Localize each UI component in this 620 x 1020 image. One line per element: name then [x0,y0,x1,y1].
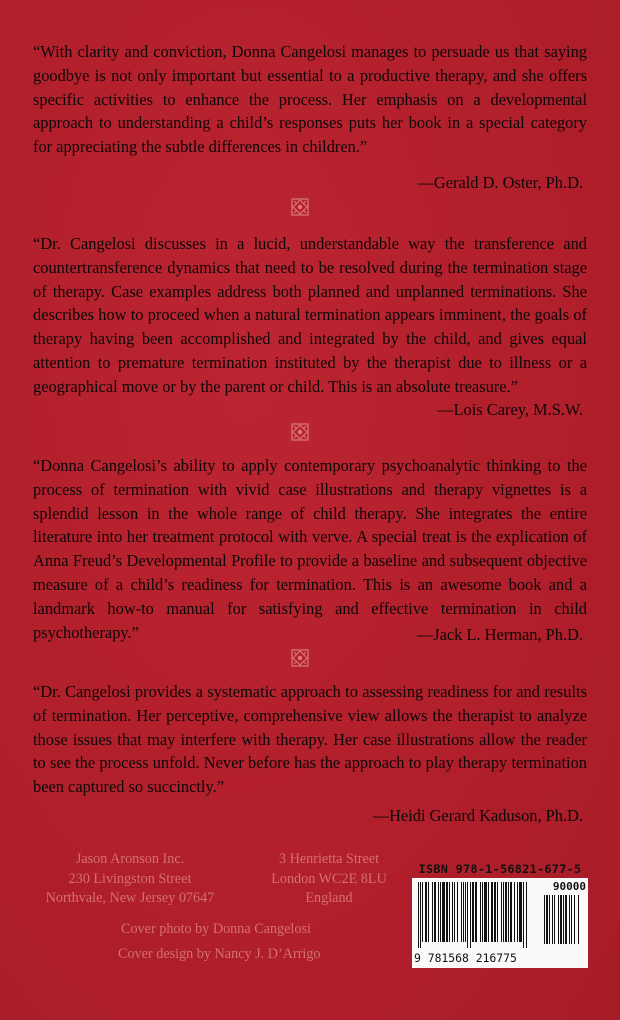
isbn-barcode [412,862,588,968]
publisher-us-street: 230 Livingston Street [68,870,192,887]
barcode-bar [497,882,498,942]
barcode-bar [510,882,512,942]
barcode-bar [571,895,572,944]
barcode-bar [505,882,507,942]
barcode-bar [432,882,433,942]
barcode-bar [457,882,458,942]
barcode-bar [454,882,455,942]
ornament-divider-icon [291,649,309,667]
barcode-bar [475,882,477,942]
publisher-uk-address [262,850,396,909]
barcode-bar [425,882,427,942]
ornament-divider-icon [291,423,309,441]
publisher-uk-street: 3 Henrietta Street [278,851,380,867]
barcode-bar [526,882,527,948]
barcode-bar [558,895,559,944]
barcode-bar [480,882,481,942]
barcode-bar [569,895,570,944]
barcode-bar [482,882,483,942]
price-code: 90000 [552,880,586,893]
barcode-bar [517,882,518,942]
barcode-addon-bars [544,895,584,950]
barcode-bar [484,882,487,942]
barcode-digits: 9 781568 216775 [414,951,517,965]
barcode-bar [563,895,564,944]
barcode-bar [465,882,466,942]
publisher-uk-city: London WC2E 8LU [271,870,387,887]
isbn-label: ISBN 978-1-56821-677-5 [418,862,582,876]
publisher-us-address [38,850,222,909]
barcode-bar [514,882,515,942]
quote-3-attribution: —Jack L. Herman, Ph.D. [416,625,583,644]
barcode-bar [494,882,496,942]
barcode-bar [552,895,553,944]
barcode-bar [574,895,575,944]
barcode-bar [446,882,448,942]
barcode-bar [463,882,464,942]
barcode-bar [472,882,474,942]
barcode-bar [503,882,504,942]
quote-1-text: “With clarity and conviction, Donna Cangelosi manages to persuade us that saying goodbye is not only important but essential to a productive therapy, and she offers specific activities to enhance the process. Her emphasis on a developmental approach to understanding a child’s responses puts her book in a special category for appreciating the subtle differences in children.” [33,42,587,157]
quote-1-attribution: —Gerald D. Oster, Ph.D. [417,173,583,192]
ornament-divider-icon [291,198,309,216]
quote-3-text: “Donna Cangelosi’s ability to apply contemporary psychoanalytic thinking to the process of termination with vivid case illustrations and therapy vignettes is a splendid lesson in the whole range of child therapy. She integrates the entire literature into her treatment protocol with verve. A special treat is the explication of Anna Freud’s Developmental Profile to provide a baseline and subsequent objective measure of a child’s readiness for termination. This is an awesome book and a landmark how-to manual for satisfying and effective termination in child psychotherapy.” [33,456,587,642]
barcode-main-bars [418,882,540,948]
barcode-bar [440,882,441,942]
barcode-bar [488,882,489,942]
quote-4-attribution: —Heidi Gerard Kaduson, Ph.D. [372,806,583,825]
barcode-bar [422,882,423,942]
barcode-bar [461,882,462,942]
cover-photo-credit: Cover photo by Donna Cangelosi [121,921,311,937]
publisher-name: Jason Aronson Inc. [75,851,185,867]
barcode-bar [549,895,550,944]
publisher-us-city: Northvale, New Jersey 07647 [45,890,215,906]
barcode-bar [544,895,545,944]
barcode-bar [554,895,555,944]
barcode-bar [508,882,509,942]
quote-2-text: “Dr. Cangelosi discusses in a lucid, understandable way the transference and countertransference dynamics that need to be resolved during the termination stage of therapy. Case examples address both planned and unplanned terminations. She describes how to proceed when a natural termination appears imminent, the goals of therapy having been accomplished and integrated by the child, and gives equal attention to premature termination instituted by the therapist due to illness or a geographical move or by the parent or child. This is an absolute treasure.” [33,234,587,396]
quote-4-text: “Dr. Cangelosi provides a systematic approach to assessing readiness for and results of termination. Her perceptive, comprehensive view allows the therapist to analyze those issues that may interfere with therapy. Her case illustrations allow the reader to see the process unfold. Never before has the approach to play therapy termination been captured so succinctly.” [33,682,587,797]
barcode-bar [523,882,524,948]
barcode-bar [449,882,450,942]
barcode-bar [470,882,471,948]
barcode-bar [438,882,439,942]
barcode-bar [546,895,548,944]
barcode-bar [434,882,436,942]
barcode-bar [442,882,445,942]
barcode-bar [560,895,562,944]
barcode-bar [428,882,429,942]
barcode-bar [565,895,567,944]
quote-2-attribution: —Lois Carey, M.S.W. [437,400,583,419]
barcode-bar [420,882,421,948]
barcode-bar [452,882,453,942]
barcode-bar [467,882,468,948]
barcode-bar [578,895,579,944]
barcode-bar [501,882,502,942]
barcode-bar [418,882,419,948]
cover-design-credit: Cover design by Nancy J. D’Arrigo [118,946,321,962]
barcode-bar [491,882,493,942]
barcode-bar [519,882,522,942]
publisher-uk-country: England [305,890,353,906]
